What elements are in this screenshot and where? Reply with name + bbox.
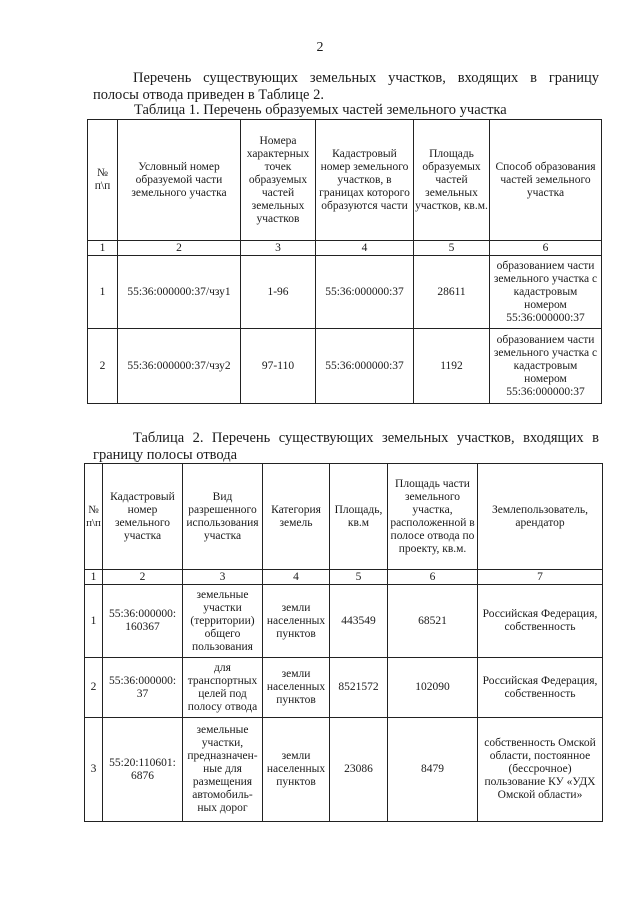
table2-header-category: Категория земель [263,464,330,570]
table2 [84,463,603,822]
page-number: 2 [316,40,324,55]
table2-caption-line-1: Таблица 2. Перечень существующих земельных участков, входящих в [133,430,599,446]
table2-cell: собственность Омской области, постоянное (бессрочное) пользование КУ «УДХ Омской области» [478,718,603,822]
table2-header-row [85,464,603,570]
table2-col-number: 6 [388,570,478,585]
table1-cell: образованием части земельного участка с кадастровым номером 55:36:000000:37 [490,256,602,329]
table1-col-number: 3 [241,241,316,256]
table2-cell: 8479 [388,718,478,822]
table2-cell: 102090 [388,658,478,718]
table2-cell: 55:36:000000: 37 [103,658,183,718]
table1-caption: Таблица 1. Перечень образуемых частей земельного участка [134,102,507,118]
table2-cell: земли населенных пунктов [263,585,330,658]
table2-cell: 55:36:000000: 160367 [103,585,183,658]
table2-caption-line-2: границу полосы отвода [93,447,238,463]
table1-cell: 55:36:000000:37/чзу2 [118,329,241,404]
table1-header-num: № п\п [88,120,118,241]
table2-cell: земли населенных пунктов [263,718,330,822]
table1-header-conditional-number: Условный номер образуемой части земельного участка [118,120,241,241]
table1-cell: 55:36:000000:37/чзу1 [118,256,241,329]
table2-cell: 1 [85,585,103,658]
table2-cell: 2 [85,658,103,718]
table1 [87,119,602,404]
table1-cell: 1-96 [241,256,316,329]
table1-col-number: 6 [490,241,602,256]
table1-cell: 1 [88,256,118,329]
table1-cell: 55:36:000000:37 [316,329,414,404]
table2-cell: 23086 [330,718,388,822]
table-row [88,256,602,329]
table2-cell: 443549 [330,585,388,658]
table-row [85,658,603,718]
table2-header-cadastral: Кадастровый номер земельного участка [103,464,183,570]
table2-cell: 55:20:110601: 6876 [103,718,183,822]
table2-header-part-area: Площадь части земельного участка, расположенной в полосе отвода по проекту, кв.м. [388,464,478,570]
table1-col-number: 4 [316,241,414,256]
table2-cell: Российская Федерация, собственность [478,585,603,658]
table1-col-number: 2 [118,241,241,256]
table1-cell: 55:36:000000:37 [316,256,414,329]
table2-cell: земельные участки (территории) общего пользования [183,585,263,658]
table2-caption [93,430,599,464]
table2-header-user: Землепользователь, арендатор [478,464,603,570]
table1-cell: 28611 [414,256,490,329]
table1-col-number: 1 [88,241,118,256]
table1-header-method: Способ образования частей земельного участка [490,120,602,241]
intro-paragraph [93,70,599,104]
table-row [85,718,603,822]
table1-header-area: Площадь образуемых частей земельных участков, кв.м. [414,120,490,241]
table1-col-number: 5 [414,241,490,256]
table1-header-points: Номера характерных точек образуемых частей земельных участков [241,120,316,241]
table1-header-row [88,120,602,241]
table2-header-area: Площадь, кв.м [330,464,388,570]
table2-cell: 8521572 [330,658,388,718]
table2-col-number: 7 [478,570,603,585]
table1-cell: 1192 [414,329,490,404]
intro-line-1: Перечень существующих земельных участков, входящих в границу [133,70,599,86]
table-row [88,329,602,404]
table1-column-numbers [88,241,602,256]
table2-column-numbers [85,570,603,585]
table1-cell: 97-110 [241,329,316,404]
table2-cell: Российская Федерация, собственность [478,658,603,718]
table2-header-permitted-use: Вид разрешенного использования участка [183,464,263,570]
table1-cell: 2 [88,329,118,404]
table1-header-cadastral: Кадастровый номер земельного участков, в границах которого образуются части [316,120,414,241]
intro-line-2: полосы отвода приведен в Таблице 2. [93,87,324,103]
table2-cell: 68521 [388,585,478,658]
table2-col-number: 4 [263,570,330,585]
table-row [85,585,603,658]
table2-header-num: № п\п [85,464,103,570]
table2-cell: земли населенных пунктов [263,658,330,718]
table2-cell: 3 [85,718,103,822]
table2-cell: для транспортных целей под полосу отвода [183,658,263,718]
table2-col-number: 3 [183,570,263,585]
table2-col-number: 1 [85,570,103,585]
table2-col-number: 5 [330,570,388,585]
table2-cell: земельные участки, предназначен-ные для размещения автомобиль-ных дорог [183,718,263,822]
table1-cell: образованием части земельного участка с кадастровым номером 55:36:000000:37 [490,329,602,404]
table2-col-number: 2 [103,570,183,585]
